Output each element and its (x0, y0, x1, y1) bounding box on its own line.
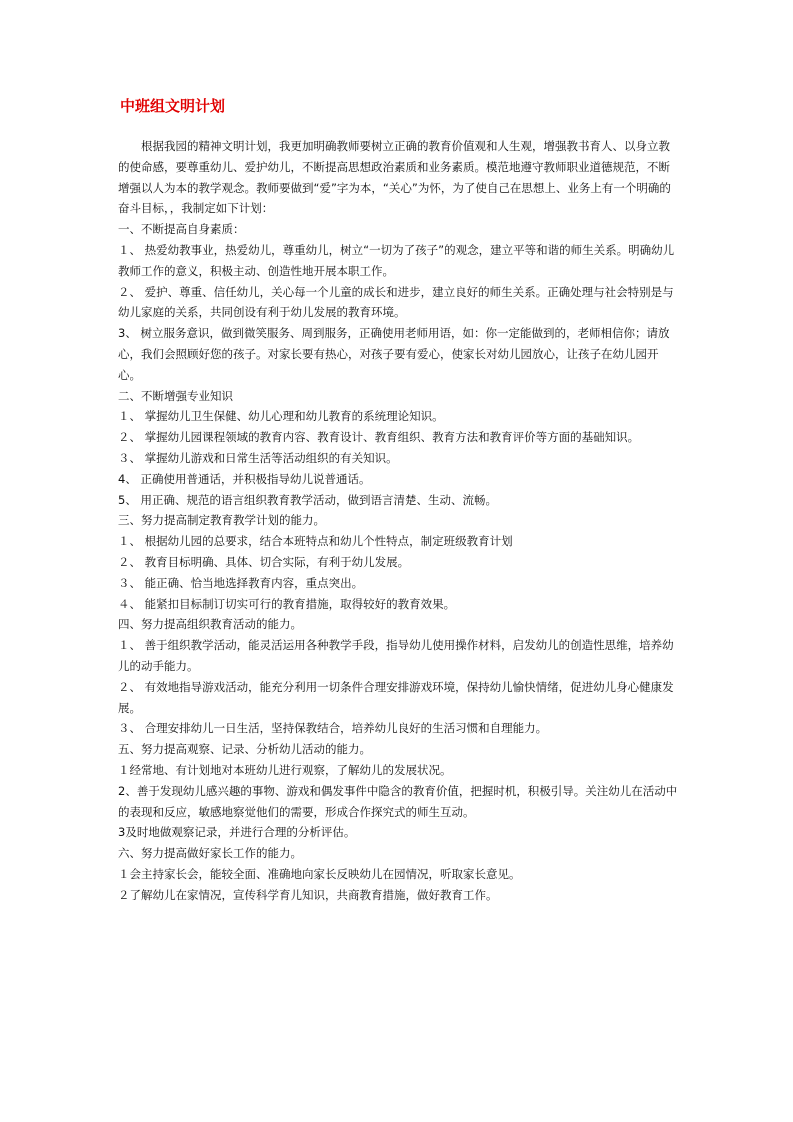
intro-paragraph: 根据我园的精神文明计划，我更加明确教师要树立正确的教育价值观和人生观，增强教书育人、以身立教的使命感，要尊重幼儿、爱护幼儿，不断提高思想政治素质和业务素质。模范地遵守教师职业道德规范，不断增强以人为本的教学观念。教师要做到“爱”字为本，“关心”为怀，为了使自己在思想上、业务上有一个明确的奋斗目标，，我制定如下计划： (118, 139, 671, 216)
list-item: ３、 掌握幼儿游戏和日常生活等活动组织的有关知识。 (118, 450, 398, 465)
list-item: １、 掌握幼儿卫生保健、幼儿心理和幼儿教育的系统理论知识。 (118, 409, 444, 424)
list-item: １、 热爱幼教事业，热爱幼儿，尊重幼儿，树立“一切为了孩子”的观念，建立平等和谐的师生关系。明确幼儿教师工作的意义，积极主动、创造性地开展本职工作。 (118, 242, 675, 278)
list-item: １、 根据幼儿园的总要求，结合本班特点和幼儿个性特点，制定班级教育计划 (118, 534, 513, 549)
list-item: ２、 教育目标明确、具体、切合实际，有利于幼儿发展。 (118, 554, 410, 569)
section-heading-2: 二、不断增强专业知识 (118, 388, 233, 403)
list-item: ４、 能紧扣目标制订切实可行的教育措施，取得较好的教育效果。 (118, 596, 456, 611)
list-item: １、 善于组织教学活动，能灵活运用各种教学手段，指导幼儿使用操作材料，启发幼儿的创造性思维，培养幼儿的动手能力。 (118, 638, 674, 673)
list-item: ３、 能正确、恰当地选择教育内容，重点突出。 (118, 575, 364, 590)
section-heading-3: 三、努力提高制定教育教学计划的能力。 (118, 513, 325, 528)
section-heading-5: 五、努力提高观察、记录、分析幼儿活动的能力。 (118, 742, 371, 757)
list-item: ２、 有效地指导游戏活动，能充分利用一切条件合理安排游戏环境，保持幼儿愉快情绪，促进幼儿身心健康发展。 (118, 679, 674, 715)
list-item: １经常地、有计划地对本班幼儿进行观察，了解幼儿的发展状况。 (118, 762, 452, 777)
list-item: 3、 树立服务意识，做到微笑服务、周到服务，正确使用老师用语，如：你一定能做到的，老师相信你；请放心，我们会照顾好您的孩子。对家长要有热心，对孩子要有爱心，使家长对幼儿园放心，让孩子在幼儿园开心。 (118, 326, 670, 382)
list-item: ２、 爱护、尊重、信任幼儿，关心每一个儿童的成长和进步，建立良好的师生关系。正确处理与社会特别是与幼儿家庭的关系，共同创设有利于幼儿发展的教育环境。 (118, 284, 674, 320)
section-heading-6: 六、努力提高做好家长工作的能力。 (118, 846, 302, 861)
list-item: ２了解幼儿在家情况，宣传科学育儿知识，共商教育措施，做好教育工作。 (118, 887, 498, 902)
list-item: １会主持家长会，能较全面、准确地向家长反映幼儿在园情况，听取家长意见。 (118, 866, 521, 881)
document-body (118, 136, 678, 905)
list-item: 5、 用正确、规范的语言组织教育教学活动，做到语言清楚、生动、流畅。 (118, 492, 497, 507)
list-item: 4、 正确使用普通话，并积极指导幼儿说普通话。 (118, 471, 371, 486)
list-item: ３、 合理安排幼儿一日生活，坚持保教结合，培养幼儿良好的生活习惯和自理能力。 (118, 721, 548, 736)
document-title: 中班组文明计划 (120, 97, 226, 115)
list-item: 3及时地做观察记录，并进行合理的分析评估。 (118, 825, 356, 840)
section-heading-4: 四、努力提高组织教育活动的能力。 (118, 617, 302, 632)
list-item: ２、 掌握幼儿园课程领域的教育内容、教育设计、教育组织、教育方法和教育评价等方面的基础知识。 (118, 430, 640, 445)
list-item: 2、善于发现幼儿感兴趣的事物、游戏和偶发事件中隐含的教育价值，把握时机，积极引导。关注幼儿在活动中的表现和反应，敏感地察觉他们的需要，形成合作探究式的师生互动。 (118, 783, 678, 819)
section-heading-1: 一、不断提高自身素质： (118, 222, 245, 237)
